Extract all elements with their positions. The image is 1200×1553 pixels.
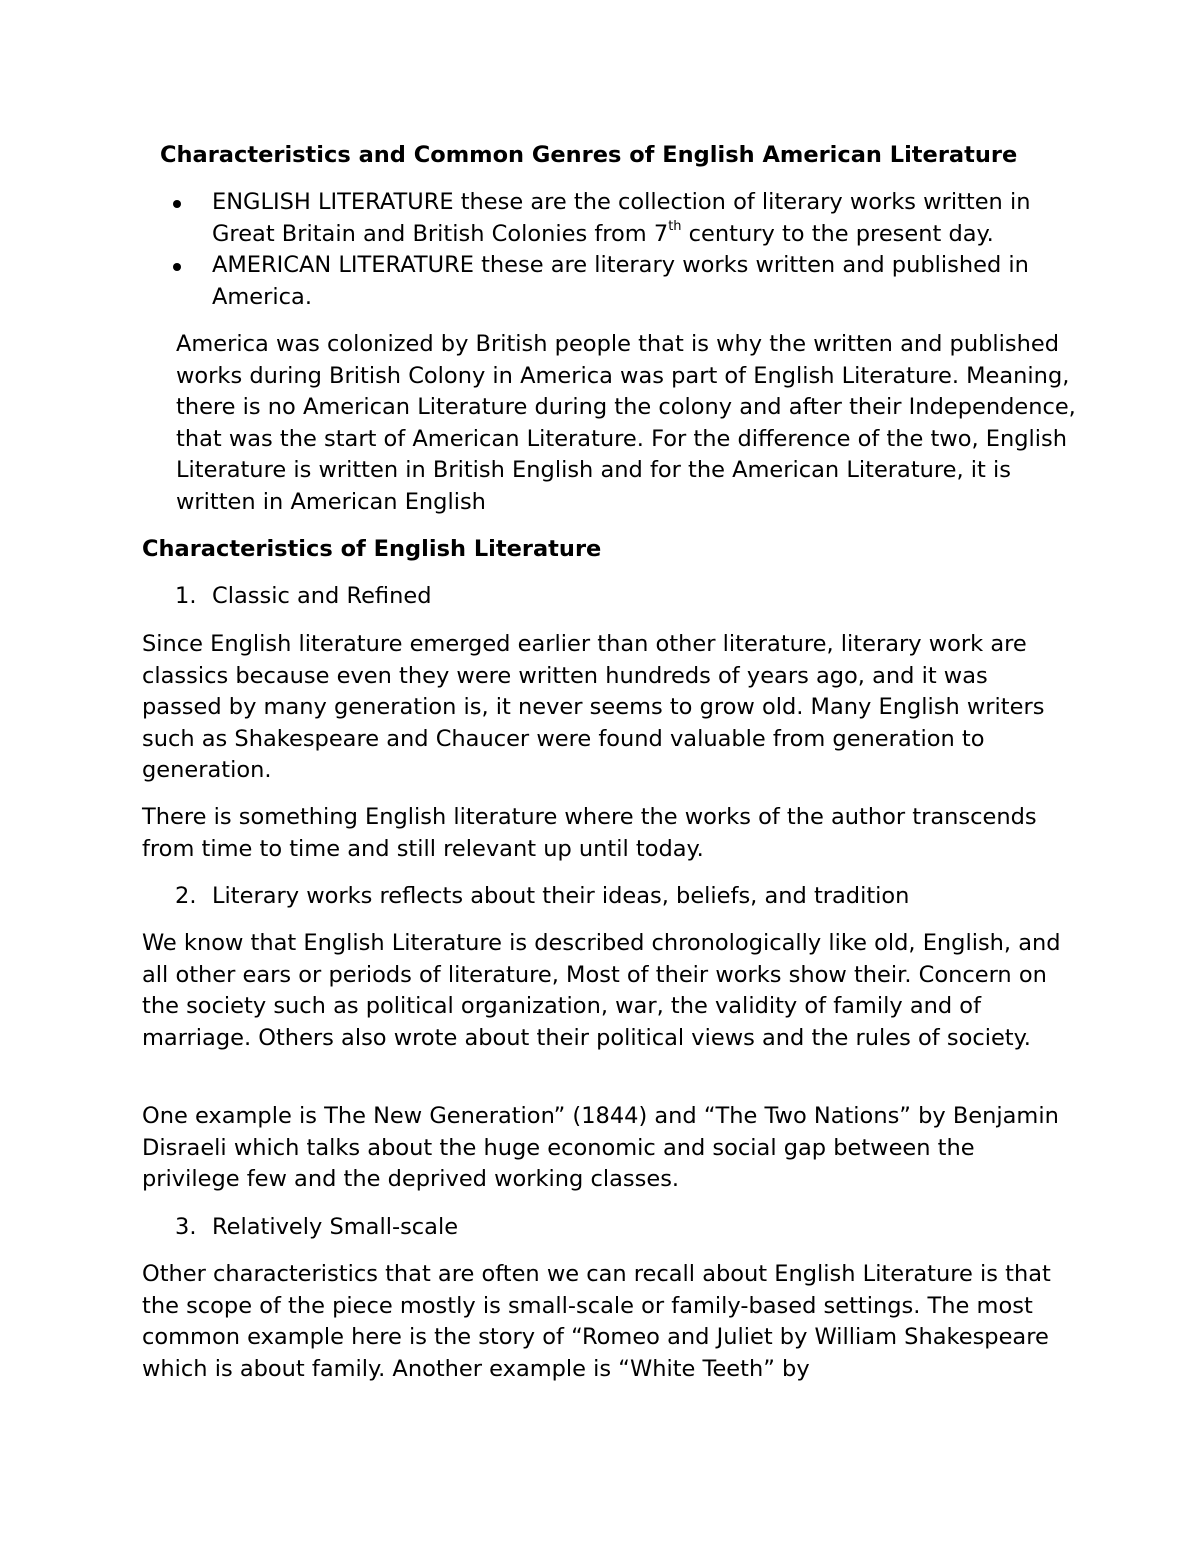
body-paragraph: Since English literature emerged earlier than other literature, literary work are classics because even they were written hundreds of years ago, and it was passed by many generation is, it never seems to grow old. Many English writers such as Shakespeare and Chaucer were found valuable from generation to generation.	[142, 631, 1045, 783]
section-heading: Characteristics of English Literature	[142, 536, 602, 562]
body-paragraph: One example is The New Generation” (1844) and “The Two Nations” by Benjamin Disraeli which talks about the huge economic and social gap between the privilege few and the deprived working classes.	[142, 1103, 1059, 1192]
body-paragraph: There is something English literature where the works of the author transcends from time to time and still relevant up until today.	[142, 804, 1037, 862]
bullet-icon	[173, 263, 181, 271]
item-label: Relatively Small-scale	[212, 1214, 459, 1240]
body-paragraph: We know that English Literature is described chronologically like old, English, and all other ears or periods of literature, Most of their works show their. Concern on the society such as political organization, war, the validity of family and of marriage. Others also wrote about their political views and the rules of society.	[142, 930, 1061, 1051]
numbered-item	[175, 881, 909, 913]
item-label: Classic and Refined	[212, 583, 432, 609]
list-item	[172, 187, 1072, 250]
bullet-text-end: century to the present day.	[681, 220, 994, 247]
numbered-item	[175, 1212, 458, 1244]
bullet-text: ENGLISH LITERATURE these are the collection of literary works written in Great Britain and British Colonies from 7	[212, 189, 1031, 247]
body-paragraph: Other characteristics that are often we can recall about English Literature is that the scope of the piece mostly is small-scale or family-based settings. The most common example here is the story of “Romeo and Juliet by William Shakespeare which is about family. Another example is “White Teeth” by	[142, 1261, 1051, 1382]
superscript: th	[668, 219, 682, 234]
bullet-icon	[173, 200, 181, 208]
document-title: Characteristics and Common Genres of English American Literature	[160, 142, 1018, 168]
item-number: 1.	[175, 583, 197, 609]
item-label: Literary works reflects about their ideas, beliefs, and tradition	[212, 883, 910, 909]
intro-paragraph: America was colonized by British people that is why the written and published works during British Colony in America was part of English Literature. Meaning, there is no American Literature during the colony and after their Independence, that was the start of American Literature. For the difference of the two, English Literature is written in British English and for the American Literature, it is written in American English	[176, 331, 1076, 515]
item-number: 2.	[175, 883, 197, 909]
list-item	[172, 250, 1072, 313]
bullet-text: AMERICAN LITERATURE these are literary works written and published in America.	[212, 252, 1029, 310]
numbered-item	[175, 581, 431, 613]
item-number: 3.	[175, 1214, 197, 1240]
literature-definitions-list	[172, 187, 1072, 313]
